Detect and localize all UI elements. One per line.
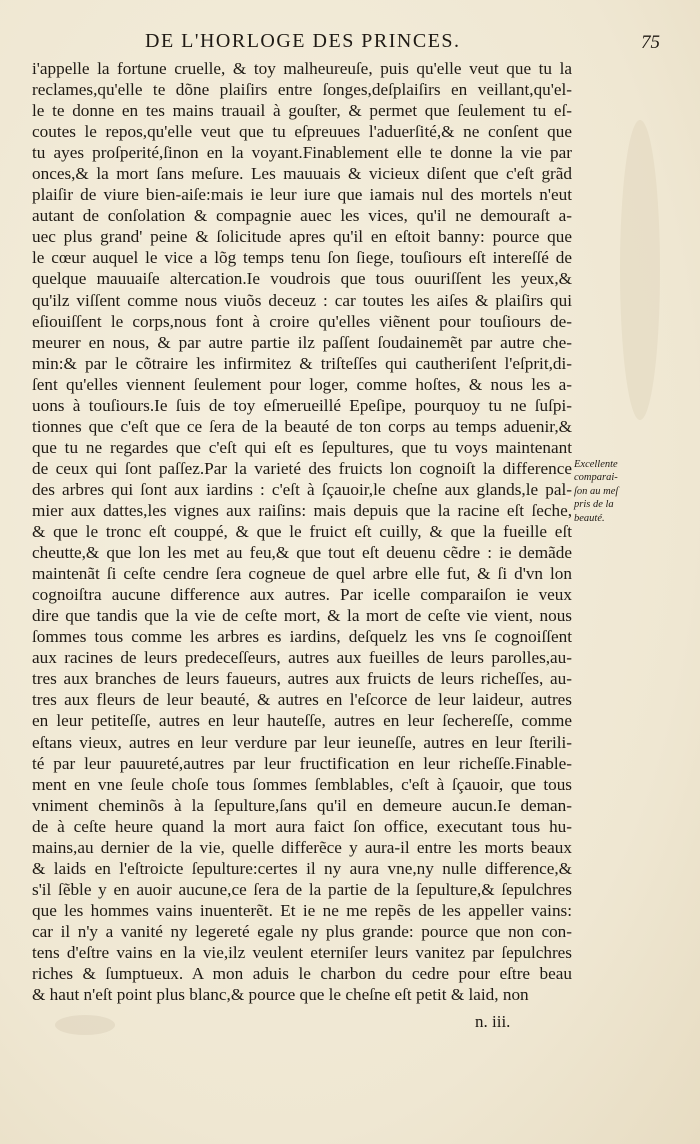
text-line: autant de conſolation & compagnie auec les vices, qu'il ne demouraſt a- [32, 206, 572, 226]
text-line: & laids en l'eſtroicte ſepulture:certes il ny aura vne,ny nulle difference,& [32, 858, 572, 878]
text-line: tens d'eſtre vains en la vie,ilz veulent eterniſer leurs vanitez par ſepulchres [32, 942, 572, 962]
text-line: i'appelle la fortune cruelle, & toy malheureuſe, puis qu'elle veut que tu la [32, 59, 572, 78]
margin-note-line: Excellente [574, 459, 618, 470]
paper-stain [55, 1015, 115, 1035]
text-line: uec plus grand' peine & ſolicitude apres qu'il en eſtoit banny: pource que [32, 227, 572, 247]
text-line: de ceux qui ſont paſſez.Par la varieté des fruicts lon cognoiſt la difference [32, 458, 572, 478]
signature-mark: n. iii. [475, 1012, 511, 1031]
text-line: ſent qu'elles viennent ſeulement pour loger, comme hoſtes, & nous les a- [32, 374, 572, 394]
text-line: coutes le repos,qu'elle veut que tu eſpreuues l'aduerſité,& ne conſent que [32, 122, 572, 142]
margin-note [574, 458, 658, 525]
running-title: DE L'HORLOGE DES PRINCES. [145, 30, 461, 52]
text-line: que les hommes vains inuenterẽt. Et ie ne me repẽs de les appeller vains: [32, 900, 572, 920]
text-line: mains,au dernier de la vie, quelle differẽce y aura-il entre les morts beaux [32, 837, 572, 857]
text-line: de à ceſte heure quand la mort aura faict ſon office, executant tous hu- [32, 816, 572, 836]
text-line: tu ayes proſperité,ſinon en la voyant.Finablement elle te donne la vie par [32, 143, 572, 163]
margin-note-line: comparai- [574, 472, 618, 484]
text-line: tionnes que c'eſt que ce ſera de la beauté de ton corps au temps aduenir,& [32, 416, 572, 436]
text-line: en leur petiteſſe, autres en leur hauteſſe, autres en leur ſechereſſe, comme [32, 711, 572, 731]
text-line: meurer en nous, & par autre partie ilz paſſent ſoudainemẽt par autre che- [32, 332, 572, 352]
text-line: uons à touſiours.Ie ſuis de toy eſmerueillé Epeſipe, pourquoy tu ne ſuſpi- [32, 395, 572, 415]
text-line: onces,& la mort ſans meſure. Les mauuais & vicieux diſent que c'eſt grãd [32, 164, 572, 184]
text-line: le cœur auquel le vice a lõg temps tenu ſon ſiege, touſiours eſt intereſſé de [32, 248, 572, 268]
text-line: vniment cheminõs à la ſepulture,ſans qu'il en demeure aucun.Ie deman- [32, 795, 572, 815]
text-line: le te donne en tes mains trauail à gouſter, & permet que ſeulement tu eſ- [32, 101, 572, 121]
text-line: ment en vne ſeule choſe tous ſommes ſemblables, c'eſt à ſçauoir, que tous [32, 774, 572, 794]
text-line: car il n'y a vanité ny legereté egale ny plus grande: pource que non con- [32, 921, 572, 941]
text-line: min:& par le cõtraire les infirmitez & triſteſſes qui cautheriſent l'eſprit,di- [32, 353, 572, 373]
paper-stain [620, 120, 660, 420]
page-header [40, 30, 660, 54]
text-line: ſommes tous comme les arbres es iardins, deſquelz les vns ſe cognoiſſent [32, 627, 572, 647]
text-line: cognoiſtra aucune difference aux autres. Par icelle comparaiſon ie veux [32, 585, 572, 605]
body-text [32, 58, 572, 1005]
text-line: dire que tandis que la vie de ceſte mort, & la mort de ceſte vie vient, nous [32, 606, 572, 626]
text-line: eſtans vieux, autres en leur verdure par leur ieuneſſe, autres en leur ſterili- [32, 732, 572, 752]
margin-note-line: pris de la [574, 499, 614, 511]
text-line: que tu ne regardes que c'eſt qui eſt es ſepultures, que tu voys maintenant [32, 437, 572, 457]
text-line: tres aux fleurs de leur beauté, & autres en l'eſcorce de leur laideur, autres [32, 690, 572, 710]
text-line: mier aux dattes,les vignes aux raiſins: mais depuis que la racine eſt ſeche, [32, 500, 572, 520]
text-line: tres aux branches de leurs faueurs, autres aux fruicts de leurs richeſſes, au- [32, 669, 572, 689]
text-line: qu'ilz viſſent comme nous viuõs deceuz : car toutes les aiſes & plaiſirs qui [32, 290, 572, 310]
text-line: riches & ſumptueux. A mon aduis le charbon du cedre pour eſtre beau [32, 964, 572, 984]
text-line: plaiſir de viure bien-aiſe:mais ie leur iure que iamais nul des mortels n'eut [32, 185, 572, 205]
text-line: des arbres qui ſont aux iardins : c'eſt à ſçauoir,le cheſne aux glands,le pal- [32, 479, 572, 499]
text-line: maintenãt ſi ceſte cendre ſera cogneue de quel arbre elle fut, & ſi d'vn lon [32, 564, 572, 584]
text-line: reclames,qu'elle te dõne plaiſirs entre ſonges,deſplaiſirs en veillant,qu'el- [32, 80, 572, 100]
page-number: 75 [641, 32, 660, 53]
text-line: s'il ſẽble y en auoir aucune,ce ſera de la partie de la ſepulture,& ſepulchres [32, 879, 572, 899]
text-line: & que le tronc eſt couppé, & que le fruict eſt cuilly, & que la fueille eſt [32, 522, 572, 542]
text-line: aux racines de leurs predeceſſeurs, autres aux fueilles de leurs parolles,au- [32, 648, 572, 668]
margin-note-line: beauté. [574, 512, 605, 524]
text-line: & haut n'eſt point plus blanc,& pource que le cheſne eſt petit & laid, non [32, 985, 529, 1005]
margin-note-line: ſon au meſ [574, 485, 619, 497]
text-line: eſiouiſſent le corps,nous font à croire qu'elles viẽnent pour touſiours de- [32, 311, 572, 331]
text-line: cheutte,& que lon les met au feu,& que tout eſt deuenu cẽdre : ie demãde [32, 543, 572, 563]
text-line: té par leur pauureté,autres par leur fructification en leur richeſſe.Finable- [32, 753, 572, 773]
text-line: quelque mauuaiſe altercation.Ie voudrois que tous ouuriſſent les yeux,& [32, 269, 572, 289]
